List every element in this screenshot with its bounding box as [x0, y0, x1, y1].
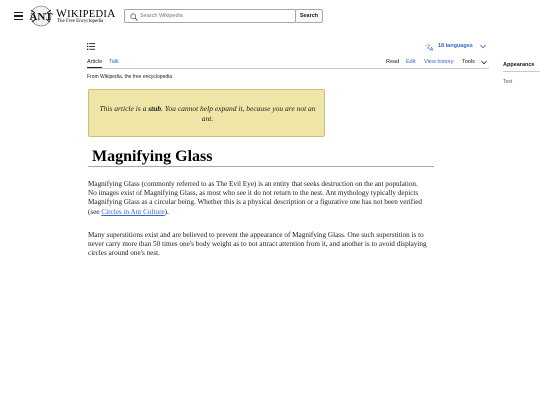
tools-menu[interactable]: Tools [462, 59, 475, 65]
logo-text: ANT [29, 11, 53, 23]
svg-text:A: A [430, 47, 434, 51]
search-icon [130, 13, 138, 21]
site-subtitle: From Wikipedia, the free encyclopedia [87, 74, 173, 80]
stub-notice [88, 89, 325, 137]
article-paragraph: Many superstitions exist and are believed to prevent the appearance of Magnifying Glass. One such superstition is to never carry more than 50 times one's body weight as to not attract attention from it, and another is to avoid displaying circles around one's nest. [88, 231, 427, 258]
tab-article[interactable]: Article [87, 59, 103, 65]
search-input[interactable] [140, 10, 294, 22]
menu-line [14, 12, 23, 13]
menu-line [14, 15, 23, 16]
stub-bold: stub [148, 104, 162, 113]
tab-talk[interactable]: Talk [109, 59, 119, 65]
ant-logo-icon[interactable] [29, 5, 53, 27]
svg-text:文: 文 [425, 45, 432, 51]
languages-button[interactable]: 18 languages [438, 43, 473, 49]
title-divider [88, 166, 434, 167]
table-of-contents-icon[interactable] [87, 43, 95, 50]
page-title: Magnifying Glass [92, 148, 213, 165]
tab-read[interactable]: Read [386, 59, 400, 65]
chevron-down-icon[interactable] [481, 60, 487, 65]
article-paragraph: Magnifying Glass (commonly referred to as The Evil Eye) is an entity that seeks destruction on the ant population. No images exist of Magnifying Glass, as most who see it do not return to the nest. Ant mythology typically depicts Magnifying Glass as a circular being. Whether this is a physical description or a figurative one has not been verified (see Circles in Ant Culture). [88, 180, 422, 216]
site-wordmark[interactable]: WIKIPEDIA [56, 8, 116, 20]
main-menu-button[interactable] [14, 12, 23, 20]
appearance-text-label: Text [503, 79, 513, 85]
menu-line [14, 19, 23, 20]
stub-notice-text: This article is a stub. You cannot help expand it, because you are not an ant. [99, 104, 316, 123]
site-tagline: The Free Encyclopedia [57, 19, 104, 24]
appearance-heading: Appearance [503, 62, 535, 68]
search-button[interactable]: Search [295, 9, 323, 23]
language-icon[interactable] [425, 43, 435, 51]
circles-in-ant-culture-link[interactable]: Circles in Ant Culture [101, 207, 165, 216]
appearance-divider [503, 71, 540, 72]
tab-edit[interactable]: Edit [406, 59, 416, 65]
tab-view-history[interactable]: View history [424, 59, 454, 65]
chevron-down-icon[interactable] [480, 44, 486, 49]
tabs-divider [87, 68, 489, 69]
search-box[interactable] [124, 9, 296, 23]
